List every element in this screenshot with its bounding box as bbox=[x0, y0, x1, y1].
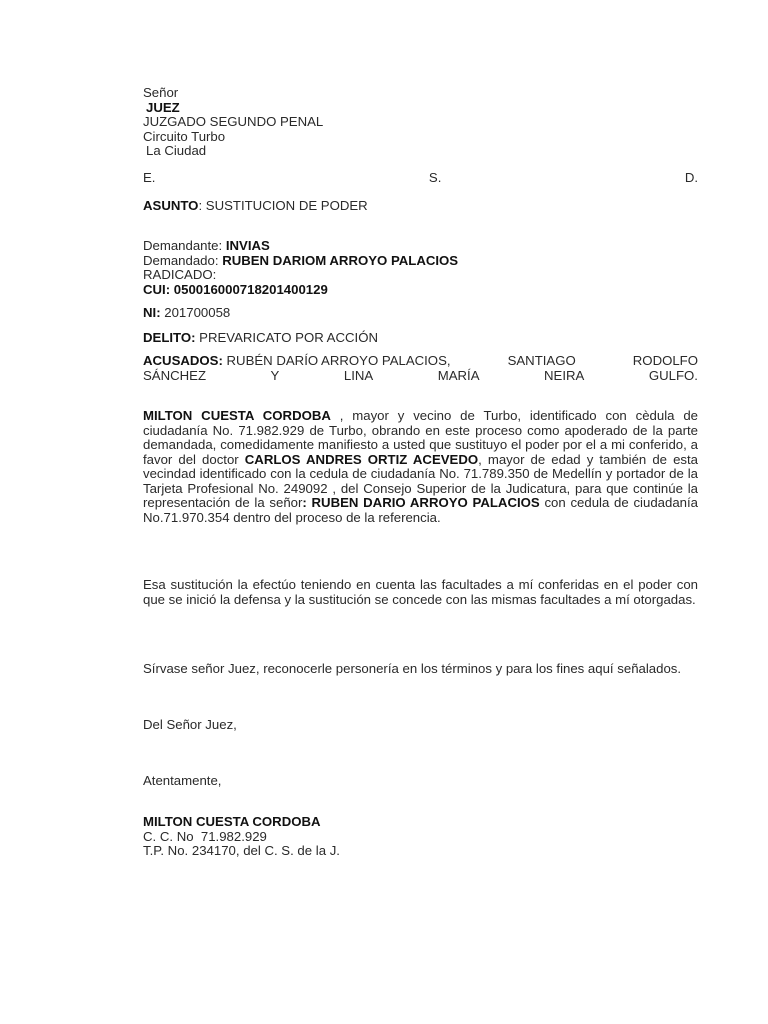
ni-line bbox=[143, 306, 698, 321]
acusados-line-2 bbox=[143, 369, 698, 384]
asunto-line bbox=[143, 199, 698, 214]
signature-cc: C. C. No 71.982.929 bbox=[143, 828, 267, 844]
acusados-line-1 bbox=[143, 354, 698, 369]
delito-line bbox=[143, 331, 698, 346]
court-name: JUZGADO SEGUNDO PENAL bbox=[143, 114, 324, 129]
city: La Ciudad bbox=[146, 143, 207, 158]
salutation: Señor bbox=[143, 85, 179, 100]
acusados-block bbox=[143, 354, 698, 383]
demandante-line bbox=[143, 239, 698, 254]
acusados-word: GULFO. bbox=[648, 367, 698, 383]
demandante-value: INVIAS bbox=[225, 238, 270, 253]
ni-value: 201700058 bbox=[160, 305, 231, 320]
acusados-word: Y bbox=[270, 367, 280, 383]
esd-s: S. bbox=[428, 170, 442, 185]
parties-block bbox=[143, 239, 698, 297]
acusados-label: ACUSADOS: bbox=[143, 353, 223, 368]
closing-line: Del Señor Juez, bbox=[143, 717, 237, 732]
addressee-title: JUEZ bbox=[146, 99, 180, 115]
body-paragraph-1 bbox=[143, 409, 698, 525]
acusados-word: LINA bbox=[343, 367, 374, 383]
demandante-label: Demandante: bbox=[143, 238, 226, 253]
delito-value: PREVARICATO POR ACCIÓN bbox=[195, 330, 378, 345]
cui-last-digit: 9 bbox=[320, 281, 328, 297]
ni-label: NI: bbox=[143, 305, 161, 320]
grantor-name: MILTON CUESTA CORDOBA bbox=[143, 408, 331, 423]
addressee-block bbox=[143, 86, 698, 159]
substitute-lawyer-name: CARLOS ANDRES ORTIZ ACEVEDO bbox=[244, 451, 479, 467]
acusados-word: NEIRA bbox=[544, 367, 585, 383]
p1-text-c: , mayor de edad y también de esta vecindad identificado con la cedula de ciudadanía No. 71.789.350 de Medellín y portador de la Tarjeta Profesional No. 249092 , del Consejo Superior de la Judicatura, para que continúe la representación de la señor bbox=[143, 451, 698, 510]
acusados-word: SÁNCHEZ bbox=[143, 367, 207, 383]
demandado-label: Demandado: bbox=[143, 252, 223, 268]
acusados-word: RODOLFO bbox=[632, 353, 698, 368]
defendant-name: : RUBEN DARIO ARROYO PALACIOS bbox=[302, 495, 540, 510]
p1-text-d: con cedula de ciudadanía No.71.970.354 dentro del proceso de la referencia. bbox=[143, 495, 698, 525]
acusados-word: SANTIAGO bbox=[507, 353, 576, 368]
body-paragraph-2: Esa sustitución la efectúo teniendo en cuenta las facultades a mí conferidas en el poder con que se inició la defensa y la sustitución se concede con las mismas facultades a mí otorgadas. bbox=[143, 577, 698, 607]
p1-text-a: , mayor y vecino de Turbo, identificado con cèdula de ciudadanía No. bbox=[143, 408, 698, 438]
body-paragraph-3: Sírvase señor Juez, reconocerle personería en los términos y para los fines aquí señalados. bbox=[143, 661, 682, 676]
acusados-word: MARÍA bbox=[437, 367, 480, 383]
cui-label: CUI: bbox=[143, 281, 174, 297]
regards-line: Atentamente, bbox=[143, 773, 222, 788]
radicado-label: RADICADO: bbox=[143, 267, 217, 282]
demandado-line bbox=[143, 254, 698, 269]
esd-e: E. bbox=[143, 170, 156, 185]
signature-tp: T.P. No. 234170, del C. S. de la J. bbox=[143, 843, 340, 858]
asunto-label: ASUNTO bbox=[143, 198, 199, 213]
cui-value: 05001600071820140012 bbox=[173, 281, 321, 297]
esd-line bbox=[143, 171, 698, 186]
signature-name: MILTON CUESTA CORDOBA bbox=[143, 814, 321, 829]
acusados-word: RUBÉN DARÍO ARROYO PALACIOS, bbox=[226, 353, 451, 368]
asunto-value: : SUSTITUCION DE PODER bbox=[198, 198, 368, 213]
cui-line bbox=[143, 283, 698, 298]
signature-block bbox=[143, 815, 698, 859]
demandado-value: RUBEN DARIOM ARROYO PALACIOS bbox=[222, 252, 459, 268]
p1-cc: 71.982.929 bbox=[238, 422, 305, 438]
esd-d: D. bbox=[684, 170, 698, 185]
p1-text-b: de Turbo, obrando en este proceso como apoderado de la parte demandada, comedidamente manifiesto a usted que sustituyo el poder por el a mi conferido, a favor del doctor bbox=[143, 422, 698, 467]
delito-label: DELITO: bbox=[143, 330, 196, 345]
court-circuit: Circuito Turbo bbox=[143, 128, 226, 144]
